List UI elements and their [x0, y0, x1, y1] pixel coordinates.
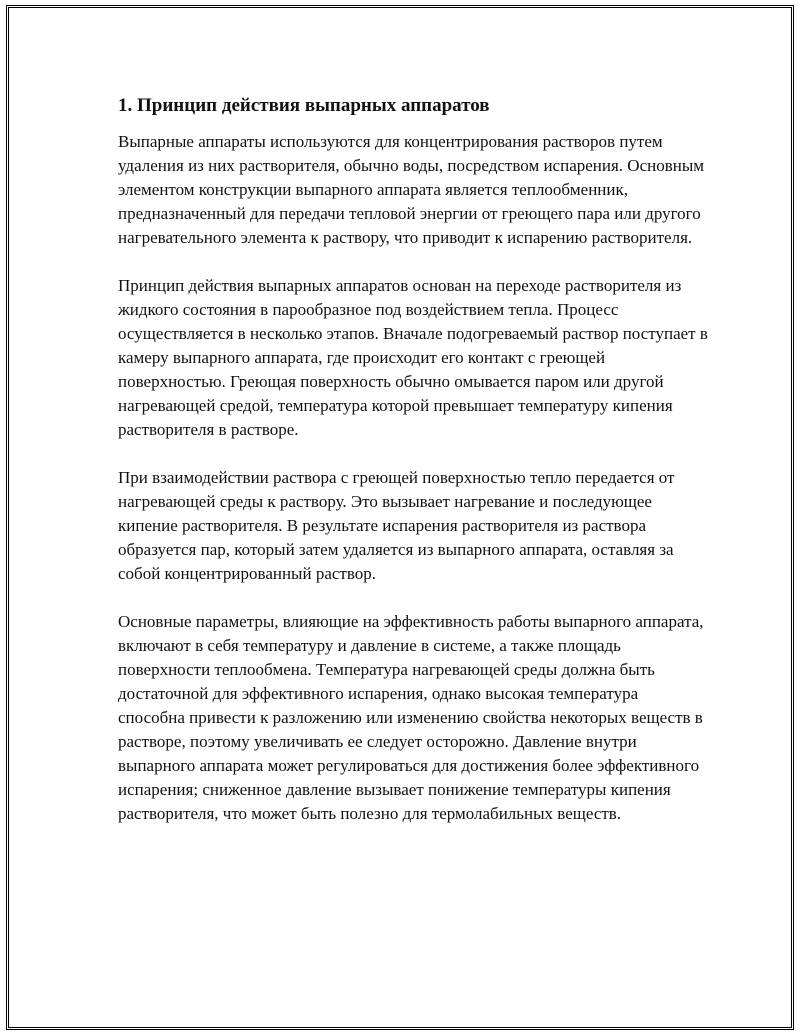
paragraph-3: При взаимодействии раствора с греющей поверхностью тепло передается от нагревающей среды к раствору. Это вызывает нагревание и последующее кипение растворителя. В результате испарения растворителя из раствора образуется пар, который затем удаляется из выпарного аппарата, оставляя за собой концентрированный раствор. [118, 468, 675, 583]
paragraph-4: Основные параметры, влияющие на эффективность работы выпарного аппарата, включают в себя температуру и давление в системе, а также площадь поверхности теплообмена. Температура нагревающей среды должна быть достаточной для эффективного испарения, однако высокая температура способна привести к разложению или изменению свойства некоторых веществ в растворе, поэтому увеличивать ее следует осторожно. Давление внутри выпарного аппарата может регулироваться для достижения более эффективного испарения; сниженное давление вызывает понижение температуры кипения растворителя, что может быть полезно для термолабильных веществ. [118, 612, 704, 823]
paragraph-2: Принцип действия выпарных аппаратов основан на переходе растворителя из жидкого состояния в парообразное под воздействием тепла. Процесс осуществляется в несколько этапов. Вначале подогреваемый раствор поступает в камеру выпарного аппарата, где происходит его контакт с греющей поверхностью. Греющая поверхность обычно омывается паром или другой нагревающей средой, температура которой превышает температуру кипения растворителя в растворе. [118, 276, 708, 439]
document-body [118, 94, 708, 850]
section-heading: 1. Принцип действия выпарных аппаратов [118, 95, 490, 116]
paragraph-1: Выпарные аппараты используются для концентрирования растворов путем удаления из них растворителя, обычно воды, посредством испарения. Основным элементом конструкции выпарного аппарата является теплообменник, предназначенный для передачи тепловой энергии от греющего пара или другого нагревательного элемента к раствору, что приводит к испарению растворителя. [118, 132, 705, 247]
